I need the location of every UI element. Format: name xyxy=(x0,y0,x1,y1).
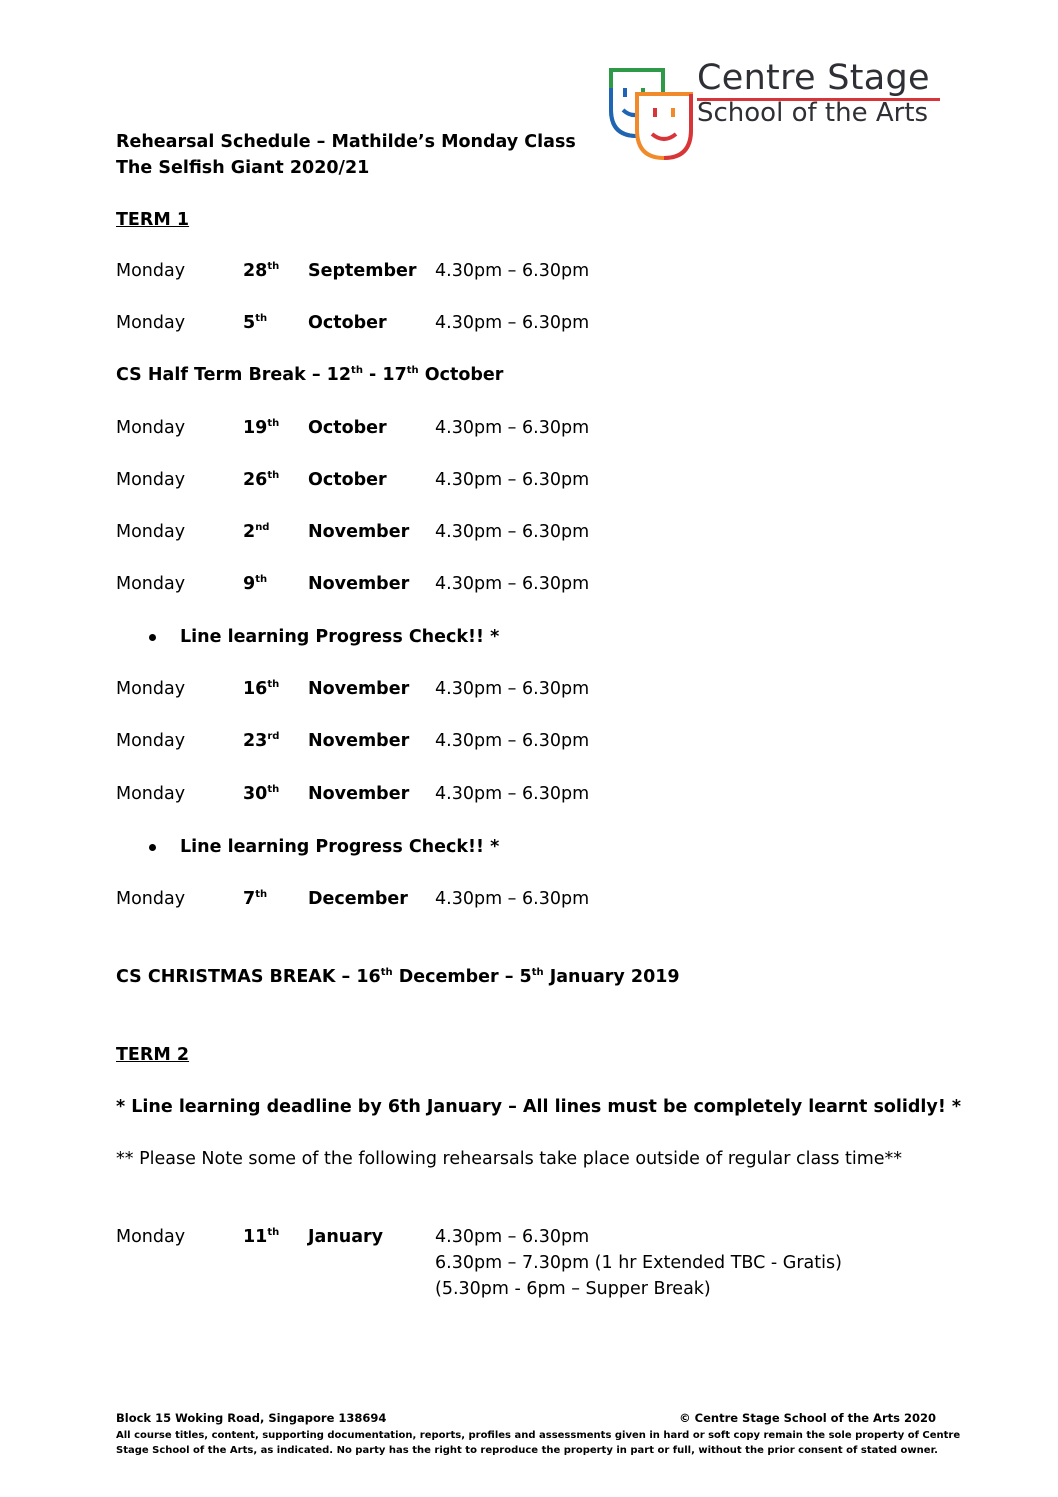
row-month: November xyxy=(308,574,410,594)
christmas-break-note: CS CHRISTMAS BREAK – 16th December – 5th January 2019 xyxy=(116,967,680,987)
row-time: 4.30pm – 6.30pm xyxy=(435,470,590,490)
row-month: January xyxy=(308,1227,384,1247)
row-day: Monday xyxy=(116,261,186,281)
row-date: 28th xyxy=(243,261,280,281)
row-date: 2nd xyxy=(243,522,270,542)
row-time: 4.30pm – 6.30pm xyxy=(435,261,590,281)
row-time: 4.30pm – 6.30pm xyxy=(435,679,590,699)
row-date: 5th xyxy=(243,313,268,333)
row-date: 16th xyxy=(243,679,280,699)
row-day: Monday xyxy=(116,313,186,333)
row-date: 30th xyxy=(243,784,280,804)
row-day: Monday xyxy=(116,679,186,699)
half-term-break-note: CS Half Term Break – 12th - 17th October xyxy=(116,365,504,385)
row-date: 23rd xyxy=(243,731,280,751)
row-month: November xyxy=(308,784,410,804)
logo-subtitle: School of the Arts xyxy=(697,98,929,128)
school-logo xyxy=(605,58,950,168)
row-time: 4.30pm – 6.30pm xyxy=(435,731,590,751)
footer-disclaimer-line1: All course titles, content, supporting documentation, reports, profiles and assessments given in hard or soft copy remain the sole property of Centre xyxy=(116,1430,961,1441)
row-month: October xyxy=(308,470,387,490)
row-day: Monday xyxy=(116,418,186,438)
row-day: Monday xyxy=(116,731,186,751)
row-day: Monday xyxy=(116,574,186,594)
row-time: 4.30pm – 6.30pm xyxy=(435,784,590,804)
bullet-icon xyxy=(149,844,156,851)
row-date: 7th xyxy=(243,889,268,909)
document-title: Rehearsal Schedule – Mathilde’s Monday Class xyxy=(116,132,576,152)
row-time: 4.30pm – 6.30pm xyxy=(435,889,590,909)
row-month: November xyxy=(308,679,410,699)
row-time: 4.30pm – 6.30pm xyxy=(435,313,590,333)
row-time-extended: 6.30pm – 7.30pm (1 hr Extended TBC - Gratis) xyxy=(435,1253,842,1273)
row-date: 11th xyxy=(243,1227,280,1247)
footer-copyright: © Centre Stage School of the Arts 2020 xyxy=(679,1411,936,1425)
row-time-supper: (5.30pm - 6pm – Supper Break) xyxy=(435,1279,711,1299)
progress-check-note: Line learning Progress Check!! * xyxy=(180,627,500,647)
row-month: December xyxy=(308,889,408,909)
row-time: 4.30pm – 6.30pm xyxy=(435,1227,590,1247)
line-learning-deadline: * Line learning deadline by 6th January – All lines must be completely learnt solidly! * xyxy=(116,1097,962,1117)
row-day: Monday xyxy=(116,470,186,490)
row-time: 4.30pm – 6.30pm xyxy=(435,574,590,594)
document-subtitle: The Selfish Giant 2020/21 xyxy=(116,158,370,178)
term2-heading: TERM 2 xyxy=(116,1045,190,1065)
row-day: Monday xyxy=(116,889,186,909)
term1-heading: TERM 1 xyxy=(116,210,190,230)
row-day: Monday xyxy=(116,522,186,542)
row-month: November xyxy=(308,522,410,542)
logo-title: Centre Stage xyxy=(697,58,930,98)
row-month: October xyxy=(308,418,387,438)
progress-check-note: Line learning Progress Check!! * xyxy=(180,837,500,857)
row-time: 4.30pm – 6.30pm xyxy=(435,418,590,438)
row-day: Monday xyxy=(116,784,186,804)
bullet-icon xyxy=(149,634,156,641)
footer-disclaimer-line2: Stage School of the Arts, as indicated. No party has the right to reproduce the property in part or full, without the prior consent of stated owner. xyxy=(116,1445,938,1456)
row-time: 4.30pm – 6.30pm xyxy=(435,522,590,542)
row-month: November xyxy=(308,731,410,751)
row-date: 9th xyxy=(243,574,268,594)
row-date: 26th xyxy=(243,470,280,490)
row-month: September xyxy=(308,261,417,281)
row-month: October xyxy=(308,313,387,333)
row-day: Monday xyxy=(116,1227,186,1247)
theatre-masks-icon xyxy=(605,58,700,168)
footer-address: Block 15 Woking Road, Singapore 138694 xyxy=(116,1411,387,1425)
row-date: 19th xyxy=(243,418,280,438)
rehearsal-note: ** Please Note some of the following rehearsals take place outside of regular class time** xyxy=(116,1149,903,1169)
